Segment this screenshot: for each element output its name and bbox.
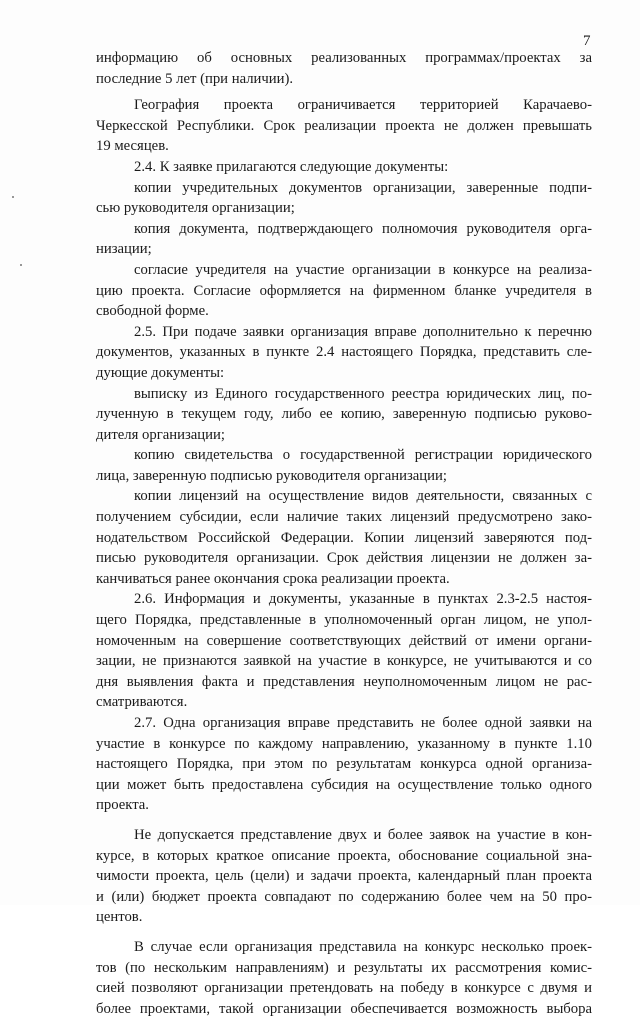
text-line: 2.5. При подаче заявки организация вправе дополнительно к перечню <box>134 323 592 340</box>
text-line: копии лицензий на осуществление видов деятельности, связанных с <box>134 488 592 505</box>
text-line: нодательством Российской Федерации. Копии лицензий заверяются под- <box>96 529 592 546</box>
text-line: копии учредительных документов организации, заверенные подпи- <box>134 179 592 196</box>
text-line: 2.6. Информация и документы, указанные в пунктах 2.3-2.5 настоя- <box>134 591 592 608</box>
text-line: 19 месяцев. <box>96 138 169 155</box>
text-line: канчиваться ранее окончания срока реализации проекта. <box>96 570 450 587</box>
text-line: дителя организации; <box>96 426 225 443</box>
text-line: чимости проекта, цель (цели) и задачи проекта, календарный план проекта <box>96 868 592 885</box>
text-line: 2.4. К заявке прилагаются следующие документы: <box>134 158 449 175</box>
text-line: документов, указанных в пункте 2.4 настоящего Порядка, представить сле- <box>96 344 592 361</box>
text-line: согласие учредителя на участие организации в конкурсе на реализа- <box>134 261 592 278</box>
text-line: цию проекта. Согласие оформляется на фирменном бланке учредителя в <box>96 282 592 299</box>
text-line: сией позволяют организации претендовать на победу в конкурсе с двумя и <box>96 980 592 997</box>
text-line: копию свидетельства о государственной регистрации юридического <box>134 447 592 464</box>
text-line: сью руководителя организации; <box>96 200 295 217</box>
text-line: и (или) бюджет проекта совпадают по содержанию более чем на 50 про- <box>96 888 592 905</box>
text-line: выписку из Единого государственного реестра юридических лиц, по- <box>134 385 592 402</box>
document-body <box>96 48 592 1019</box>
text-line: лица, заверенную подписью руководителя организации; <box>96 467 447 484</box>
text-line: сматриваются. <box>96 694 188 711</box>
text-line: В случае если организация представила на конкурс несколько проек- <box>134 938 592 955</box>
text-line: настоящего Порядка, при этом по результатам конкурса одной организа- <box>96 756 592 773</box>
text-line: ции может быть предоставлена субсидия на осуществление только одного <box>96 776 592 793</box>
text-line: щего Порядка, представленные в уполномоченный орган лицом, не упол- <box>96 612 592 629</box>
text-line: писью руководителя организации. Срок действия лицензии не должен за- <box>96 550 592 567</box>
text-line: 2.7. Одна организация вправе представить не более одной заявки на <box>134 715 592 731</box>
text-line: информацию об основных реализованных программах/проектах за <box>96 50 592 66</box>
text-line: центов. <box>96 909 143 926</box>
text-line: более проектами, такой организации обеспечивается возможность выбора <box>96 1000 592 1017</box>
text-line: Не допускается представление двух и более заявок на участие в кон- <box>134 826 592 843</box>
text-line: дующие документы: <box>96 364 225 381</box>
page-number: 7 <box>583 33 591 49</box>
text-line: копия документа, подтверждающего полномочия руководителя орга- <box>134 220 592 237</box>
text-line: курсе, в которых краткое описание проекта, обоснование социальной зна- <box>96 847 592 864</box>
text-line: проекта. <box>96 797 149 814</box>
text-line: тов (по нескольким направлениям) и результаты их рассмотрения комис- <box>96 959 592 976</box>
text-line: дня выявления факта и представления неуполномоченным лицом не рас- <box>96 673 592 690</box>
text-line: лученную в текущем году, либо ее копию, заверенную подписью руково- <box>96 406 592 423</box>
text-line: последние 5 лет (при наличии). <box>96 70 294 87</box>
text-line: низации; <box>96 241 152 258</box>
text-line: зации, не признаются заявкой на участие в конкурсе, не учитываются и со <box>96 653 592 670</box>
text-line: География проекта ограничивается территорией Карачаево- <box>134 97 592 114</box>
text-line: получением субсидии, если наличие таких лицензий предусмотрено зако- <box>96 509 592 526</box>
text-line: участие в конкурсе по каждому направлению, указанному в пункте 1.10 <box>96 735 592 752</box>
scan-speck <box>12 196 14 198</box>
scan-speck <box>20 264 22 266</box>
text-line: номоченным на совершение соответствующих действий от имени органи- <box>96 632 592 649</box>
text-line: свободной форме. <box>96 303 209 320</box>
text-line: Черкесской Республики. Срок реализации проекта не должен превышать <box>96 117 592 134</box>
